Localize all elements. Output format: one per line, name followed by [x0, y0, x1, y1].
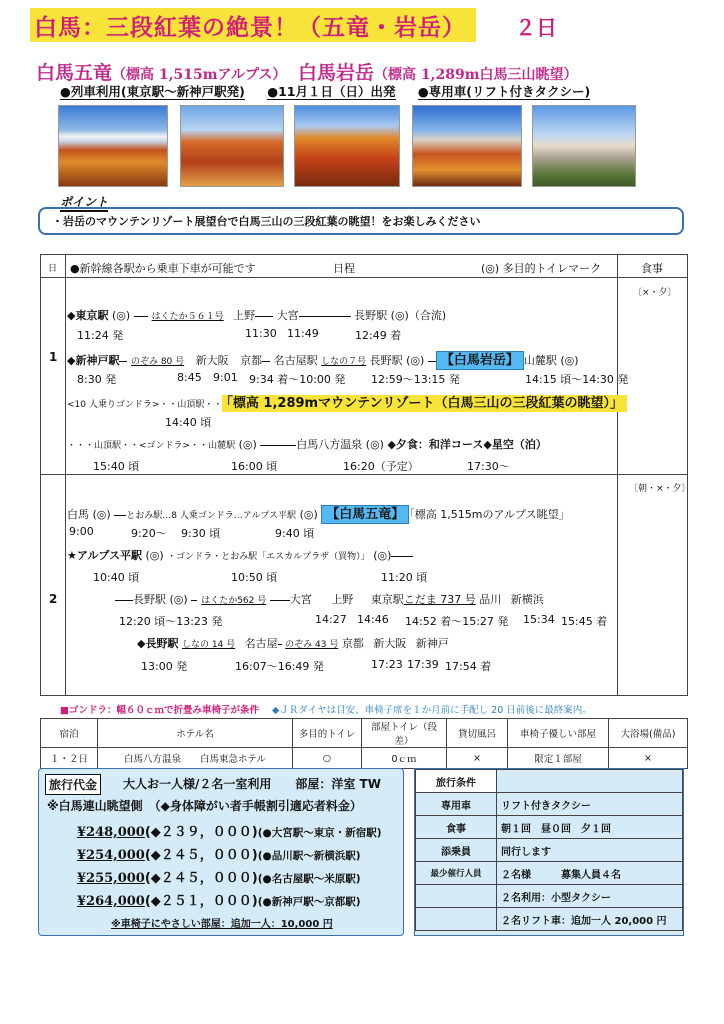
condition-date: ●11月１日（日）出発	[267, 84, 396, 99]
d1-route-1: ◆東京駅 (◎) はくたか５６１号 上野 大宮 長野駅 (◎)（合流)	[67, 309, 447, 322]
travel-conditions-box	[414, 768, 684, 936]
d2-time-alps: 9:40 頃	[275, 527, 315, 540]
d1-time-dinner: 17:30～	[467, 460, 510, 473]
condition-train: ●列車利用(東京駅～新神戸駅発)	[60, 84, 245, 99]
d2-time-gondola: 9:30 頃	[181, 527, 221, 540]
autumn-hills-photo	[294, 105, 400, 187]
page-title	[30, 8, 476, 42]
d1-time-nagano: 12:49 着	[355, 329, 402, 342]
point-box	[38, 207, 684, 235]
d1-time-nagano-2: 12:59～13:15 発	[371, 373, 460, 386]
d1-route-4: ・・・山頂駅・・<ゴンドラ>・・山麓駅 (◎) 白馬八方温泉 (◎) ◆夕食：和洋コース◆星空（泊）	[67, 438, 547, 451]
note-gondola: ■ゴンドラ：幅６０ｃｍで折畳み車椅子が条件	[60, 705, 259, 716]
d2-time-shinagawa: 15:34	[523, 613, 555, 626]
d2-route-1: 白馬 (◎) とおみ駅…8 人乗ゴンドラ…アルプス平駅 (◎) 【白馬五竜】 「標高 1,515mのアルプス眺望」	[67, 507, 570, 522]
d2-time-shinosaka: 17:39	[407, 658, 439, 671]
price-row: ¥255,000(◆２４５，０００)(●名古屋駅～米原駅)	[77, 871, 361, 886]
d2-time-ueno: 14:46	[357, 613, 389, 626]
header-title: 日程	[333, 262, 355, 275]
subtitle-iwatake: 白馬岩岳	[298, 62, 375, 84]
d1-time-tokyo: 11:24 発	[77, 329, 124, 342]
day-1: 1	[49, 350, 58, 364]
d1-time-nagoya: 9:34 着～10:00 発	[249, 373, 346, 386]
d2-time-nagoya: 16:07～16:49 発	[235, 660, 324, 673]
d2-time-kyoto: 17:23	[371, 658, 403, 671]
goryu-highlight: 【白馬五竜】	[321, 505, 409, 524]
header-note: ●新幹線各駅から乗車下車が可能です	[70, 262, 256, 275]
hotel-photo	[532, 105, 636, 187]
page-title-days: ２日	[515, 15, 557, 40]
header-meal: 食事	[641, 262, 663, 275]
d1-time-omiya: 11:49	[287, 327, 319, 340]
d2-time-nagano: 12:20 頃～13:23 発	[119, 615, 223, 628]
price-row: ¥264,000(◆２５１，０００)(●新神戸駅～京都駅)	[77, 894, 361, 909]
trip-conditions	[60, 82, 608, 100]
subtitle-iwatake-note: （標高 1,289m白馬三山眺望）	[374, 67, 578, 83]
condition-car: ●専用車(リフト付きタクシー)	[417, 84, 591, 99]
subtitle-goryu-note: （標高 1,515mアルプス）	[112, 67, 287, 83]
subtitle	[36, 58, 578, 85]
day-1-meal: 〔×・夕〕	[633, 288, 677, 298]
header-day: 日	[48, 264, 58, 274]
taxi-note: ２名利用：小型タクシー	[497, 885, 683, 908]
d2-time-toomi: 9:20～	[131, 527, 167, 540]
price-header: 大人お一人様/２名一室利用 部屋：洋室 TW	[123, 777, 381, 791]
d1-time-hotel: 16:20（予定）	[343, 460, 419, 473]
d2-time-omiya: 14:27	[315, 613, 347, 626]
d2-time-hakuba: 9:00	[69, 525, 94, 538]
d1-time-sanroku-2: 16:00 頃	[231, 460, 278, 473]
price-row: ¥254,000(◆２４５，０００)(●品川駅～新横浜駅)	[77, 848, 361, 863]
d1-time-sanroku: 14:15 頃～14:30 発	[525, 373, 629, 386]
lift-car-note: ２名リフト車：追加一人 20,000 円	[497, 908, 683, 931]
travel-conditions-table: 旅行条件 専用車 リフト付きタクシー 食事 朝１回 昼０回 夕１回 添乗員 同行します 最少催行人員 ２名様 募集人員４名 ２名利用：小型タクシー ２名リフト車：追加一人 20,000 円	[415, 769, 683, 931]
d1-time-summit: 14:40 頃	[165, 416, 212, 429]
d2-time-alps-dep: 10:40 頃	[93, 571, 140, 584]
note-jr: ◆ＪＲダイヤは目安、車椅子席を１か月前に手配し 20 日前後に最終案内。	[272, 705, 592, 716]
day-2: 2	[49, 592, 58, 606]
d1-time-ueno: 11:30	[245, 327, 277, 340]
d2-time-toomi-2: 10:50 頃	[231, 571, 278, 584]
d2-route-4: ◆長野駅 しなの 14 号 名古屋 のぞみ 43 号 京都 新大阪 新神戸	[137, 637, 449, 650]
d2-time-shinyokohama: 15:45 着	[561, 615, 608, 628]
d1-route-3: <10 人乗りゴンドラ>・・山頂駅・・ 「標高 1,289mマウンテンリゾート（白馬三山の三段紅葉の眺望）」	[67, 392, 627, 411]
d1-time-kyoto: 9:01	[213, 371, 238, 384]
accommodation-table	[40, 718, 688, 769]
d2-route-3: 長野駅 (◎) はくたか562 号 大宮 上野 東京駅こだま 737 号 品川 新横浜	[115, 591, 544, 607]
d1-time-shinosaka: 8:45	[177, 371, 202, 384]
d2-time-tokyo: 14:52 着～15:27 発	[405, 615, 509, 628]
mountain-resort-highlight: 「標高 1,289mマウンテンリゾート（白馬三山の三段紅葉の眺望）」	[222, 395, 627, 412]
accommodation-header-row: 宿泊 ホテル名 多目的トイレ 部屋トイレ（段差） 貸切風呂 車椅子優しい部屋 大浴場(備品)	[41, 719, 688, 748]
d1-time-summit-dep: 15:40 頃	[93, 460, 140, 473]
d2-time-nagano-2: 13:00 発	[141, 660, 188, 673]
alps-autumn-photo	[58, 105, 168, 187]
price-title: 旅行代金	[45, 774, 101, 795]
notes	[60, 702, 592, 716]
price-side-note: ※白馬連山眺望側 （◆身体障がい者手帳割引適応者料金）	[47, 799, 362, 813]
price-box	[38, 768, 404, 936]
mountain-peak-photo	[412, 105, 522, 187]
travel-conditions-title: 旅行条件	[416, 770, 497, 793]
day-2-meal: 〔朝・×・夕〕	[629, 484, 691, 494]
subtitle-goryu: 白馬五竜	[36, 62, 113, 84]
gondola-photo	[180, 105, 284, 187]
header-toilet: (◎) 多目的トイレマーク	[481, 262, 602, 275]
d2-time-shinkobe: 17:54 着	[445, 660, 492, 673]
iwatake-highlight: 【白馬岩岳】	[436, 351, 524, 370]
page-title-text: 白馬：三段紅葉の絶景！（五竜・岩岳）	[34, 13, 466, 41]
price-row: ¥248,000(◆２３９，０００)(●大宮駅～東京・新宿駅)	[77, 825, 382, 840]
d2-time-plaza: 11:20 頃	[381, 571, 428, 584]
d2-route-2: ★アルプス平駅 (◎) ・ゴンドラ・とおみ駅「エスカルプラザ（買物）」 (◎)	[67, 547, 413, 563]
schedule-table	[40, 254, 691, 696]
point-text: ・岩岳のマウンテンリゾート展望台で白馬三山の三段紅葉の眺望！をお楽しみください	[52, 215, 481, 228]
d1-route-2: ◆新神戸駅 のぞみ 80 号 新大阪 京都 名古屋駅 しなの７号 長野駅 (◎) 【白馬岩岳】 山麓駅 (◎)	[67, 353, 579, 368]
d1-time-shinkobe: 8:30 発	[77, 373, 117, 386]
price-footer: ※車椅子にやさしい部屋：追加一人：10,000 円	[111, 919, 333, 930]
accommodation-row: １・２日 白馬八方温泉 白馬東急ホテル ○ 0ｃｍ × 限定１部屋 ×	[41, 748, 688, 769]
point-label: ポイント	[60, 193, 108, 212]
